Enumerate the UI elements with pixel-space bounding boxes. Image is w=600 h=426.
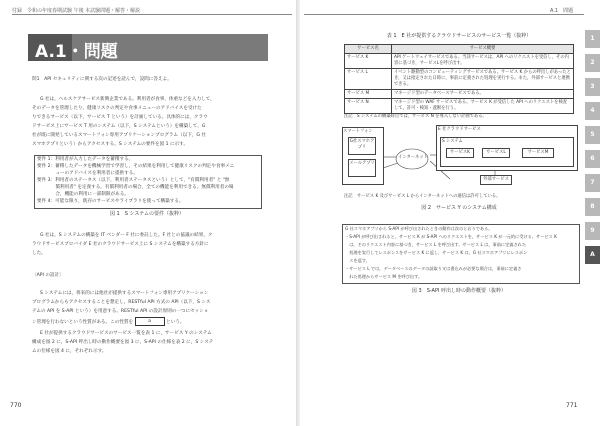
left-page <box>0 0 296 426</box>
page-number-left: 770 <box>10 402 22 409</box>
text-after-blank: という。 <box>166 320 185 325</box>
text-line-with-blank <box>32 317 184 327</box>
flow-line: 処理を実行してレスポンスをサービス K に返し，サービス K は，G 社スマホアプリにレスポン <box>345 250 528 255</box>
service-table <box>344 44 574 114</box>
chapter-tab-6[interactable]: 6 <box>585 150 600 168</box>
text-line: ムの仕様を図 4 に，それぞれ示す。 <box>32 349 107 354</box>
table-cell: マネージド型の WAF サービスである。サービス K が受信した API へのリクエストを検査して，許可・検知・遮断を行う。 <box>392 99 574 114</box>
text-line: した。 <box>32 251 46 256</box>
table-header-row <box>345 45 574 54</box>
table-cell: サービス K <box>345 54 392 69</box>
text-line: プログラムからもアクセスすることを想定し，RESTful API 方式の API（以下，S シス <box>32 300 211 305</box>
table1-note: 注記 S システムの構築時点では，サービス N を導入しない計画である。 <box>344 114 487 119</box>
system-diagram <box>340 123 580 185</box>
requirement-line: 合，機能の利用に一部制限がある。 <box>37 192 129 197</box>
smartphone-label: スマートフォン <box>343 129 373 134</box>
text-line: 社が既に開発しているスマートフォン専用アプリケーションプログラム（以下，G 社 <box>32 133 207 138</box>
figure2-note: 注記 サービス K 及びサービス L からインターネットへの通信は許可している。 <box>344 194 501 199</box>
chapter-tab-4[interactable]: 4 <box>585 102 600 120</box>
text-line: E 社が提供するクラウドサービスのサービス一覧を表 1 に，サービス Y のシステム <box>40 331 212 336</box>
chapter-tab-1[interactable]: 1 <box>585 30 600 48</box>
chapter-tab-5[interactable]: 5 <box>585 126 600 144</box>
text-line: テムの API を S-API という）を用意する。RESTful API の設計原則の一つにセッショ <box>32 309 209 314</box>
service-m-box: サービスM <box>522 148 554 158</box>
answer-blank-a: a <box>135 317 165 326</box>
external-service-box: 外部サービス <box>480 175 512 185</box>
cloud-label: E 社クラウドサービス <box>438 127 481 132</box>
table-cell: サービス L <box>345 69 392 90</box>
table-header-cell: サービス概要 <box>392 45 574 54</box>
chapter-tab-3[interactable]: 3 <box>585 78 600 96</box>
service-l-box: サービスL <box>482 148 510 158</box>
question-intro: 問1 API セキュリティに関する次の記述を読んで，設問に答えよ。 <box>32 77 172 82</box>
chapter-tab-a[interactable]: A <box>585 246 600 264</box>
figure1-caption: 図 1 S システムの要件（抜粋） <box>109 211 185 217</box>
requirement-line: 要件 3：利用者のステータス（以下，利用者ステータスという）として，"有償利用者" と "無 <box>37 178 230 183</box>
text-line: りできるサービス（以下，サービス T という）を計画している。具体的には，クラウ <box>32 115 208 120</box>
g-app-box: G社スマホアプリ <box>348 137 376 155</box>
table-cell: サービス M <box>345 90 392 99</box>
table-row <box>345 54 574 69</box>
page-title: A.1・問題 <box>35 42 118 62</box>
text-before-blank: ン管理を行わないという性質がある。この性質を <box>32 320 134 325</box>
text-line: スマホアプリという）からアクセスする。S システムの要件を図 1 に示す。 <box>32 142 188 147</box>
mail-app-box: メールアプリ <box>348 159 376 177</box>
system-label: S システム <box>442 139 463 144</box>
flow-line: ・S-API が呼び出されると，サービス K が S-API へのリクエストを，サービス K が一元的に受ける。サービス K <box>345 234 557 239</box>
chapter-tab-7[interactable]: 7 <box>585 174 600 192</box>
requirement-line: 償利用者" を定義する。有償利用者の場合，全ての機能を利用できる。無償利用者の場 <box>37 185 234 190</box>
requirement-line: 要件 2：蓄積したデータを機械学習で学習し，その結果を利用して健康リスクの判定や食事メニ <box>37 164 235 169</box>
chapter-tab-2[interactable]: 2 <box>585 54 600 72</box>
table-cell: サービス N <box>345 99 392 114</box>
chapter-tab-9[interactable]: 9 <box>585 222 600 240</box>
text-line: ドサービス上にサービス T 用のシステム（以下，S システムという）を構築して，G <box>32 124 206 129</box>
flow-line: スを返す。 <box>345 258 370 263</box>
table-cell: マネージド型のデータベースサービスである。 <box>392 90 574 99</box>
requirement-line: ューのアドバイスを利用者に提供する。 <box>37 171 138 176</box>
figure3-caption: 図 3 S-API 呼出し時の動作概要（抜粋） <box>411 288 507 294</box>
right-header: A.1 問題 <box>550 8 574 14</box>
text-line: G 社は，ヘルスケアサービス新興企業である。利用者が食事，体重などを入力して， <box>40 97 215 102</box>
flow-line: ・サービス L では，データベースのデータの読取り又は書込みが必要な場合は，事前に定義さ <box>345 266 522 271</box>
requirement-line: 要件 1：利用者が入力したデータを蓄積する。 <box>37 157 134 162</box>
requirement-line: 要件 4：可能な限り，既存のサービスやライブラリを使って構築する。 <box>37 199 184 204</box>
text-line: ラウドサービスプロバイダ E 社のクラウドサービス上に S システムを構築する方針に <box>32 242 209 247</box>
flow-line: G 社スマホアプリから S-API が呼び出されたときの動作は次のとおりである。 <box>345 226 493 231</box>
figure2-caption: 図 2 サービス Y のシステム構成 <box>421 205 497 211</box>
table1-caption: 表 1 E 社が提供するクラウドサービスのサービス一覧（抜粋） <box>386 33 532 39</box>
left-header: 付録 令和の年度春期試験 午後 本試験問題・解答・解説 <box>12 8 141 14</box>
table-row <box>345 69 574 90</box>
flow-line: れた処理からサービス M を呼び出す。 <box>345 274 423 279</box>
text-line: 構成を図 2 に，S-API 呼出し時の動作概要を図 3 に，S-API の仕様を表 2 に，S システ <box>32 340 214 345</box>
chapter-tab-8[interactable]: 8 <box>585 198 600 216</box>
table-cell: API ゲートウェイサービスである。当該サービスは，API へのリクエストを受信し，その内容に基づき，サービスLを呼び出す。 <box>392 54 574 69</box>
table-cell: イベント駆動型のコンピューティングサービスである。サービス K からの呼出しがあったとき，又は指定された日時に，事前に定義された処理を実行する。また，外部サービスと連携できる。 <box>392 69 574 90</box>
chapter-tabs <box>585 30 600 270</box>
section-heading: 〔API の設計〕 <box>32 273 64 278</box>
page-number-right: 771 <box>566 402 578 409</box>
text-line: S システムには，将来的には他社が提供するスマートフォン専用アプリケーション <box>40 291 209 296</box>
service-k-box: サービスK <box>446 148 474 158</box>
table-row <box>345 99 574 114</box>
table-row <box>345 90 574 99</box>
header-rule <box>304 14 584 15</box>
text-line: そのデータを管理したり，健康リスクの判定や食事メニューのアドバイスを受けた <box>32 106 202 111</box>
flow-line: は，そのリクエスト内容に基づき，サービス L を呼び出す。サービス L は，事前に定義された <box>345 242 527 247</box>
header-rule <box>12 14 292 15</box>
table-header-cell: サービス名 <box>345 45 392 54</box>
internet-label: インターネット <box>398 155 428 160</box>
text-line: G 社は，S システムの構築を IT ベンダー F 社に委託した。F 社との協議の結果，ク <box>40 233 213 238</box>
